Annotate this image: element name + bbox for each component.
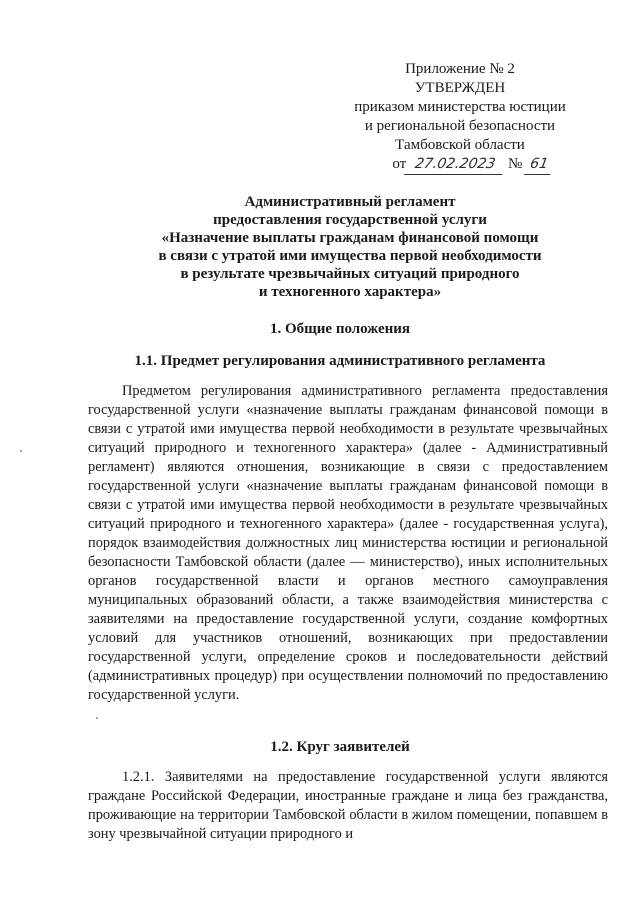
approved-label: УТВЕРЖДЕН xyxy=(414,80,506,96)
appendix-label: Приложение № 2 xyxy=(405,61,515,77)
handwritten-number: 61 xyxy=(524,155,554,175)
title-line-5: в результате чрезвычайных ситуаций природного xyxy=(180,266,520,282)
applicants-paragraph: 1.2.1. Заявителями на предоставление государственной услуги являются граждане Российской Федерации, иностранные граждане и лица без гражданства, проживающие на территории Тамбовской области в жилом помещении, попавшем в зону чрезвычайной ситуации природного и xyxy=(88,769,608,842)
order-line-2: и региональной безопасности xyxy=(364,118,556,134)
handwritten-date: 27.02.2023 xyxy=(404,155,506,175)
title-line-2: предоставления государственной услуги xyxy=(213,212,487,228)
order-date-line xyxy=(340,155,580,175)
scan-speck xyxy=(96,717,98,719)
number-sign: № xyxy=(507,156,523,172)
document-title xyxy=(60,193,640,301)
title-line-1: Административный регламент xyxy=(244,194,456,210)
approval-stamp-block xyxy=(340,60,580,175)
scan-speck xyxy=(20,450,22,452)
subject-paragraph: Предметом регулирования административного регламента предоставления государственной услуги «назначение выплаты гражданам финансовой помощи в связи с утратой ими имущества первой необходимости в результате чрезвычайных ситуаций природного и техногенного характера» (далее - Административный регламент) являются отношения, возникающие в связи с предоставлением государственной услуги «назначение выплаты гражданам финансовой помощи в связи с утратой ими имущества первой необходимости в результате чрезвычайных ситуаций природного и техногенного характера» (далее - государственная услуга), порядок взаимодействия должностных лиц министерства юстиции и региональной безопасности Тамбовской области (далее — министерство), иных исполнительных органов государственной власти и органов местного самоуправления муниципальных образований области, а также взаимодействия министерства с заявителями на предоставление государственной услуги, создание комфортных условий для участников отношений, возникающих при предоставлении государственной услуги, определение сроков и последовательности действий (административных процедур) при осуществлении полномочий по предоставлению государственной услуги. xyxy=(88,383,608,703)
title-line-6: и техногенного характера» xyxy=(258,284,442,300)
section-heading-applicants: 1.2. Круг заявителей xyxy=(270,739,410,755)
title-line-3: «Назначение выплаты гражданам финансовой помощи xyxy=(161,230,539,246)
section-heading-general: 1. Общие положения xyxy=(269,321,411,337)
order-line-3: Тамбовской области xyxy=(395,137,525,153)
section-heading-subject: 1.1. Предмет регулирования административного регламента xyxy=(134,353,546,369)
title-line-4: в связи с утратой ими имущества первой необходимости xyxy=(158,248,542,264)
date-prefix: от xyxy=(392,156,407,172)
order-line-1: приказом министерства юстиции xyxy=(354,99,566,115)
